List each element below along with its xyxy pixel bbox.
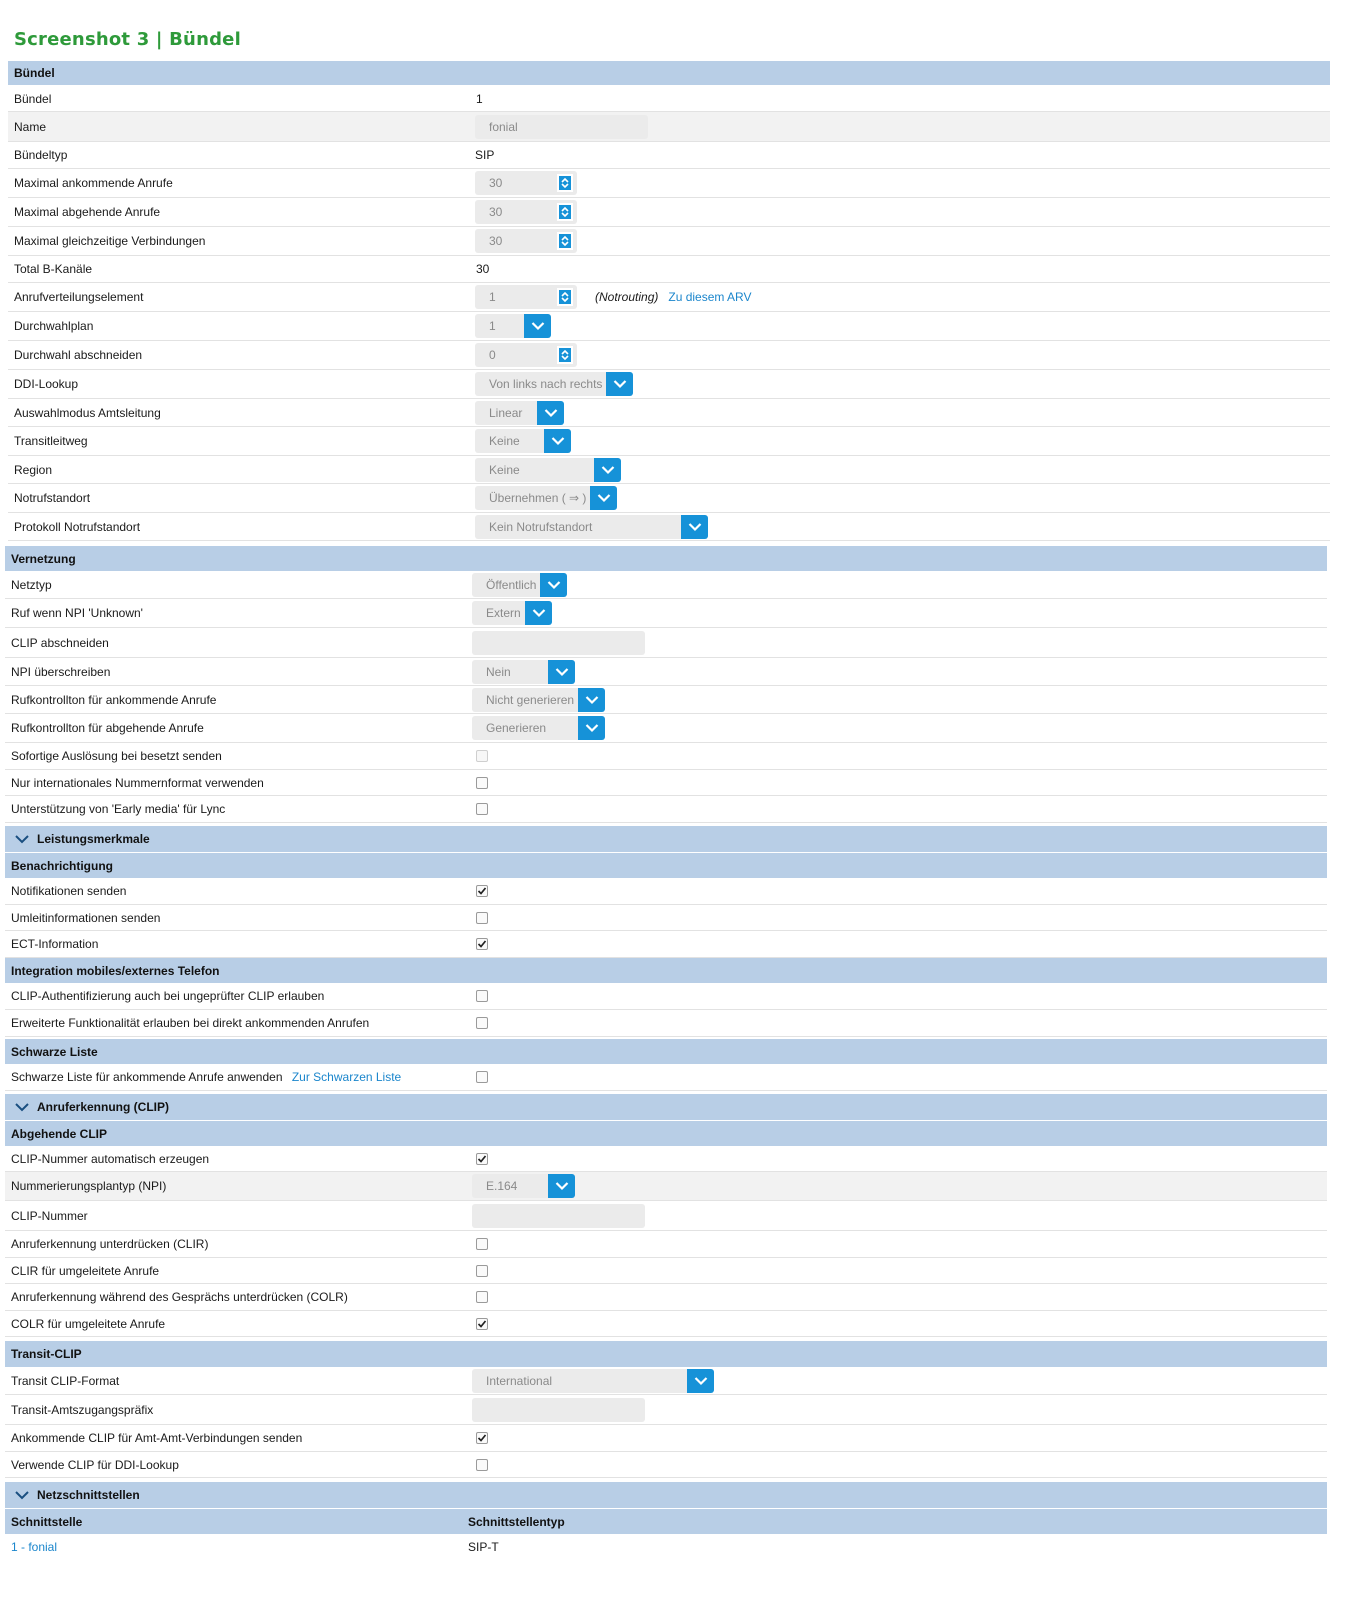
label-clip-auth: CLIP-Authentifizierung auch bei ungeprüfter CLIP erlauben [11,989,325,1003]
row-sofort [5,743,1327,770]
label-durchwahlplan: Durchwahlplan [14,319,94,333]
value-buendel: 1 [476,91,483,106]
section-title: Schwarze Liste [11,1044,98,1059]
clir-umleit-checkbox[interactable] [476,1265,488,1277]
section-title: Transit-CLIP [11,1347,82,1361]
notruf-select[interactable] [475,486,617,510]
row-clip-auto [5,1146,1327,1172]
select-value: Extern [472,601,525,625]
row-clir [5,1231,1327,1258]
label-name: Name [14,119,47,134]
label-transit-amt: Ankommende CLIP für Amt-Amt-Verbindungen senden [11,1431,303,1445]
spinner-arrows-icon[interactable] [557,232,573,250]
section-header-netzschnittstellen[interactable] [5,1482,1327,1508]
transit-select[interactable] [475,429,571,453]
interface-type: SIP-T [468,1540,499,1554]
label-notruf: Notrufstandort [14,491,91,505]
row-clip-auth [5,983,1327,1010]
label-clip-abs: CLIP abschneiden [11,635,109,650]
chevron-down-icon[interactable] [681,515,708,539]
page-title: Screenshot 3 | Bündel [14,29,241,50]
label-npi-over: NPI überschreiben [11,664,111,679]
chevron-down-icon[interactable] [578,716,605,740]
label-transit-praefix: Transit-Amtszugangspräfix [11,1402,154,1417]
row-max-out [8,198,1330,227]
section-title: Anruferkennung (CLIP) [37,1100,169,1114]
select-value: Generieren [472,716,578,740]
row-transit-praefix [5,1395,1327,1425]
select-value: Nicht generieren [472,688,578,712]
intl-checkbox[interactable] [476,777,488,789]
label-colr-umleit: COLR für umgeleitete Anrufe [11,1316,166,1331]
table-header [5,1509,1327,1534]
column-header-schnittstelle: Schnittstelle [11,1514,83,1529]
colr-checkbox[interactable] [476,1291,488,1303]
select-value: Nein [472,660,548,684]
label-colr: Anruferkennung während des Gesprächs unterdrücken (COLR) [11,1290,348,1304]
row-notruf [8,484,1330,513]
row-rk-out [5,714,1327,743]
chevron-down-icon[interactable] [524,314,551,338]
rk-out-select[interactable] [472,716,605,740]
label-schwarze-liste [11,1070,401,1084]
label-sofort: Sofortige Auslösung bei besetzt senden [11,749,222,763]
chevron-down-icon[interactable] [548,1174,575,1198]
label-npi: Nummerierungsplantyp (NPI) [11,1179,167,1193]
erweitert-checkbox[interactable] [476,1017,488,1029]
chevron-down-icon[interactable] [15,1100,29,1114]
spinner-value: 30 [489,234,503,248]
row-npi-over [5,658,1327,686]
spinner-value: 30 [489,205,503,219]
section-header-schwarze-liste [5,1039,1327,1064]
label-max-in: Maximal ankommende Anrufe [14,176,173,190]
transit-ddi-checkbox[interactable] [476,1459,488,1471]
schwarze-liste-checkbox[interactable] [476,1071,488,1083]
clip-auth-checkbox[interactable] [476,990,488,1002]
select-value: Kein Notrufstandort [475,515,681,539]
row-ect [5,931,1327,958]
value-total-b: 30 [476,262,490,276]
select-value: 1 [475,314,524,338]
section-header-benachrichtigung [5,853,1327,878]
row-rk-in [5,686,1327,714]
notif-checkbox[interactable] [476,885,488,897]
colr-umleit-checkbox[interactable] [476,1318,488,1330]
rk-in-select[interactable] [472,688,605,712]
row-transit-format [5,1367,1327,1395]
label-erweitert: Erweiterte Funktionalität erlauben bei direkt ankommenden Anrufen [11,1016,370,1030]
early-checkbox[interactable] [476,803,488,815]
clip-auto-checkbox[interactable] [476,1153,488,1165]
row-name [8,112,1330,142]
section-header-abgehende-clip [5,1121,1327,1146]
spinner-arrows-icon[interactable] [557,203,573,221]
label-rk-out: Rufkontrollton für abgehende Anrufe [11,721,204,735]
sofort-checkbox[interactable] [476,750,488,762]
select-value: Keine [475,429,544,453]
row-region [8,456,1330,484]
transit-format-select[interactable] [472,1369,714,1393]
label-clir-umleit: CLIR für umgeleitete Anrufe [11,1263,160,1278]
row-colr-umleit [5,1311,1327,1337]
label-ddi: DDI-Lookup [14,377,79,391]
select-value: Keine [475,458,594,482]
row-clip-nummer [5,1201,1327,1231]
value-buendeltyp: SIP [475,148,495,162]
row-clir-umleit [5,1258,1327,1284]
row-durchwahlplan [8,312,1330,341]
label-clir: Anruferkennung unterdrücken (CLIR) [11,1237,209,1251]
select-value: International [472,1369,687,1393]
row-transit-amt [5,1425,1327,1452]
label-arv: Anrufverteilungselement [14,290,144,304]
label-umleit: Umleitinformationen senden [11,910,161,925]
label-buendeltyp: Bündeltyp [14,148,68,162]
label-transit-format: Transit CLIP-Format [11,1373,120,1388]
spinner-value: 1 [489,290,496,304]
netztyp-select[interactable] [472,573,567,597]
row-transit-ddi [5,1452,1327,1478]
label-auswahl: Auswahlmodus Amtsleitung [14,405,161,420]
label-early: Unterstützung von 'Early media' für Lync [11,802,226,816]
row-early [5,796,1327,823]
spinner-arrows-icon[interactable] [557,174,573,192]
label-rk-in: Rufkontrollton für ankommende Anrufe [11,692,217,707]
row-schwarze-liste [5,1064,1327,1091]
schwarze-liste-text: Schwarze Liste für ankommende Anrufe anwenden [11,1070,283,1084]
chevron-down-icon[interactable] [578,688,605,712]
select-value: Übernehmen ( ⇒ ) [475,486,590,510]
chevron-down-icon[interactable] [590,486,617,510]
row-umleit [5,905,1327,931]
protokoll-select[interactable] [475,515,708,539]
spinner-arrows-icon[interactable] [557,346,573,364]
section-title: Leistungsmerkmale [37,832,150,846]
row-auswahl [8,399,1330,427]
npi-over-select[interactable] [472,660,575,684]
row-total-b [8,256,1330,283]
label-npi-unknown: Ruf wenn NPI 'Unknown' [11,606,143,620]
chevron-down-icon[interactable] [525,601,552,625]
section-header-anruferkennung[interactable] [5,1094,1327,1120]
section-title: Integration mobiles/externes Telefon [11,963,220,978]
arv-note: (Notrouting) [595,290,659,304]
row-max-conn [8,227,1330,256]
row-npi-unknown [5,599,1327,628]
npi-unknown-select[interactable] [472,601,552,625]
select-value: E.164 [472,1174,548,1198]
clir-checkbox[interactable] [476,1238,488,1250]
column-header-typ: Schnittstellentyp [468,1514,565,1529]
select-value: Linear [475,401,537,425]
arv-spinner[interactable] [475,285,577,309]
section-header-vernetzung [5,546,1327,571]
chevron-down-icon[interactable] [15,832,29,846]
label-netztyp: Netztyp [11,577,52,592]
row-npi [5,1172,1327,1201]
clip-abs-input[interactable] [472,631,645,655]
label-max-out: Maximal abgehende Anrufe [14,205,161,219]
chevron-down-icon[interactable] [540,573,567,597]
label-protokoll: Protokoll Notrufstandort [14,519,141,534]
chevron-down-icon[interactable] [544,429,571,453]
row-transit [8,427,1330,456]
row-erweitert [5,1010,1327,1037]
row-durchwahl-abs [8,341,1330,370]
row-max-in [8,169,1330,198]
label-total-b: Total B-Kanäle [14,262,93,276]
max-conn-spinner[interactable] [475,229,577,253]
label-transit: Transitleitweg [14,434,88,448]
arv-link[interactable]: Zu diesem ARV [668,290,752,304]
ect-checkbox[interactable] [476,938,488,950]
label-region: Region [14,462,53,477]
row-intl [5,770,1327,796]
label-max-conn: Maximal gleichzeitige Verbindungen [14,234,206,248]
npi-select[interactable] [472,1174,575,1198]
row-colr [5,1284,1327,1311]
row-netztyp [5,571,1327,599]
select-value: Öffentlich [472,573,540,597]
label-durchwahl-abs: Durchwahl abschneiden [14,348,143,362]
label-buendel: Bündel [14,91,52,106]
auswahl-select[interactable] [475,401,564,425]
label-notif: Notifikationen senden [11,884,127,898]
label-clip-auto: CLIP-Nummer automatisch erzeugen [11,1151,210,1166]
name-input[interactable]: fonial [475,115,648,139]
chevron-down-icon[interactable] [548,660,575,684]
spinner-value: 0 [489,348,496,362]
max-in-spinner[interactable] [475,171,577,195]
section-header-leistungsmerkmale[interactable] [5,826,1327,852]
select-value: Von links nach rechts [475,372,606,396]
row-notif [5,878,1327,905]
row-arv [8,283,1330,312]
row-ddi [8,370,1330,399]
transit-praefix-input[interactable] [472,1398,645,1422]
label-transit-ddi: Verwende CLIP für DDI-Lookup [11,1457,179,1472]
transit-amt-checkbox[interactable] [476,1432,488,1444]
section-title: Abgehende CLIP [11,1126,108,1141]
region-select[interactable] [475,458,621,482]
durchwahlplan-select[interactable] [475,314,551,338]
umleit-checkbox[interactable] [476,912,488,924]
label-clip-nummer: CLIP-Nummer [11,1208,88,1223]
ddi-select[interactable] [475,372,633,396]
chevron-down-icon[interactable] [15,1488,29,1502]
section-header-buendel [8,61,1330,85]
spinner-value: 30 [489,176,503,190]
chevron-down-icon[interactable] [606,372,633,396]
section-header-transit-clip [5,1341,1327,1367]
schwarze-liste-link[interactable]: Zur Schwarzen Liste [291,1070,402,1084]
row-protokoll [8,513,1330,541]
chevron-down-icon[interactable] [687,1369,714,1393]
label-ect: ECT-Information [11,937,99,951]
clip-nummer-input[interactable] [472,1204,645,1228]
row-buendel [8,86,1330,112]
table-row [5,1534,1327,1560]
interface-link[interactable]: 1 - fonial [11,1540,58,1554]
durchwahl-abs-spinner[interactable] [475,343,577,367]
section-header-integration [5,958,1327,983]
section-title: Netzschnittstellen [37,1488,140,1502]
max-out-spinner[interactable] [475,200,577,224]
chevron-down-icon[interactable] [594,458,621,482]
chevron-down-icon[interactable] [537,401,564,425]
section-title: Vernetzung [11,551,76,566]
row-buendeltyp [8,142,1330,169]
row-clip-abs [5,628,1327,658]
section-title: Bündel [14,66,55,80]
spinner-arrows-icon[interactable] [557,288,573,306]
label-intl: Nur internationales Nummernformat verwenden [11,775,264,790]
section-title: Benachrichtigung [11,858,114,873]
